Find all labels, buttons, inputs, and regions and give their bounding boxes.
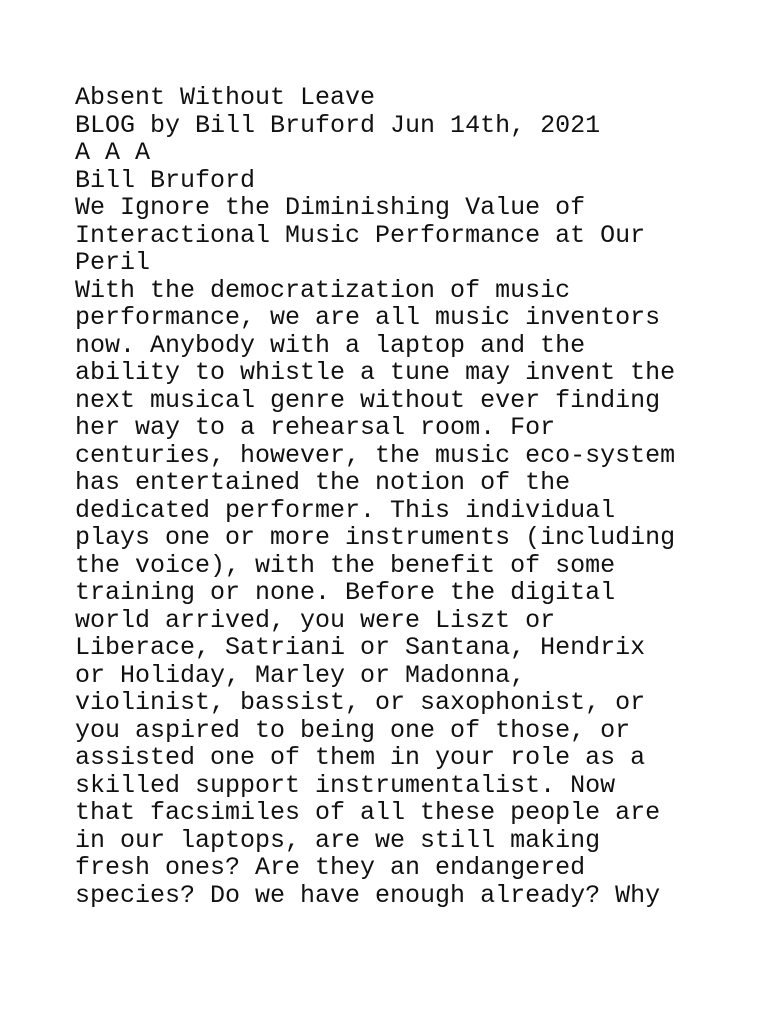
article-headline bbox=[75, 194, 735, 277]
body-line: plays one or more instruments (including bbox=[75, 523, 676, 552]
body-line: performance, we are all music inventors bbox=[75, 303, 661, 332]
body-line: in our laptops, are we still making bbox=[75, 825, 601, 855]
body-line: now. Anybody with a laptop and the bbox=[75, 330, 586, 360]
document-page bbox=[75, 84, 735, 909]
body-line: dedicated performer. This individual bbox=[75, 495, 616, 525]
body-line: the voice), with the benefit of some bbox=[75, 550, 616, 580]
body-line: training or none. Before the digital bbox=[75, 578, 616, 607]
body-line: ability to whistle a tune may invent the bbox=[75, 358, 676, 387]
body-line: Liberace, Satriani or Santana, Hendrix bbox=[75, 633, 646, 662]
body-line: has entertained the notion of the bbox=[75, 468, 571, 497]
author-name: Bill Bruford bbox=[75, 165, 256, 195]
body-line: skilled support instrumentalist. Now bbox=[75, 770, 616, 800]
body-line: centuries, however, the music eco-system bbox=[75, 440, 676, 470]
article-body bbox=[75, 277, 735, 910]
body-line: world arrived, you were Liszt or bbox=[75, 605, 556, 635]
headline-line: Interactional Music Performance at Our bbox=[75, 220, 646, 250]
body-line: fresh ones? Are they an endangered bbox=[75, 853, 586, 882]
body-line: you aspired to being one of those, or bbox=[75, 715, 631, 745]
page-title: Absent Without Leave bbox=[75, 83, 376, 112]
body-line: her way to a rehearsal room. For bbox=[75, 413, 556, 442]
body-line: species? Do we have enough already? Why bbox=[75, 880, 661, 910]
byline: BLOG by Bill Bruford Jun 14th, 2021 bbox=[75, 110, 601, 140]
headline-line: Peril bbox=[75, 248, 151, 277]
body-line: violinist, bassist, or saxophonist, or bbox=[75, 688, 646, 717]
body-line: or Holiday, Marley or Madonna, bbox=[75, 660, 526, 690]
headline-line: We Ignore the Diminishing Value of bbox=[75, 193, 586, 222]
body-line: assisted one of them in your role as a bbox=[75, 743, 646, 772]
font-size-controls[interactable]: A A A bbox=[75, 138, 151, 167]
body-line: that facsimiles of all these people are bbox=[75, 798, 661, 827]
body-line: next musical genre without ever finding bbox=[75, 385, 661, 415]
body-line: With the democratization of music bbox=[75, 275, 571, 305]
